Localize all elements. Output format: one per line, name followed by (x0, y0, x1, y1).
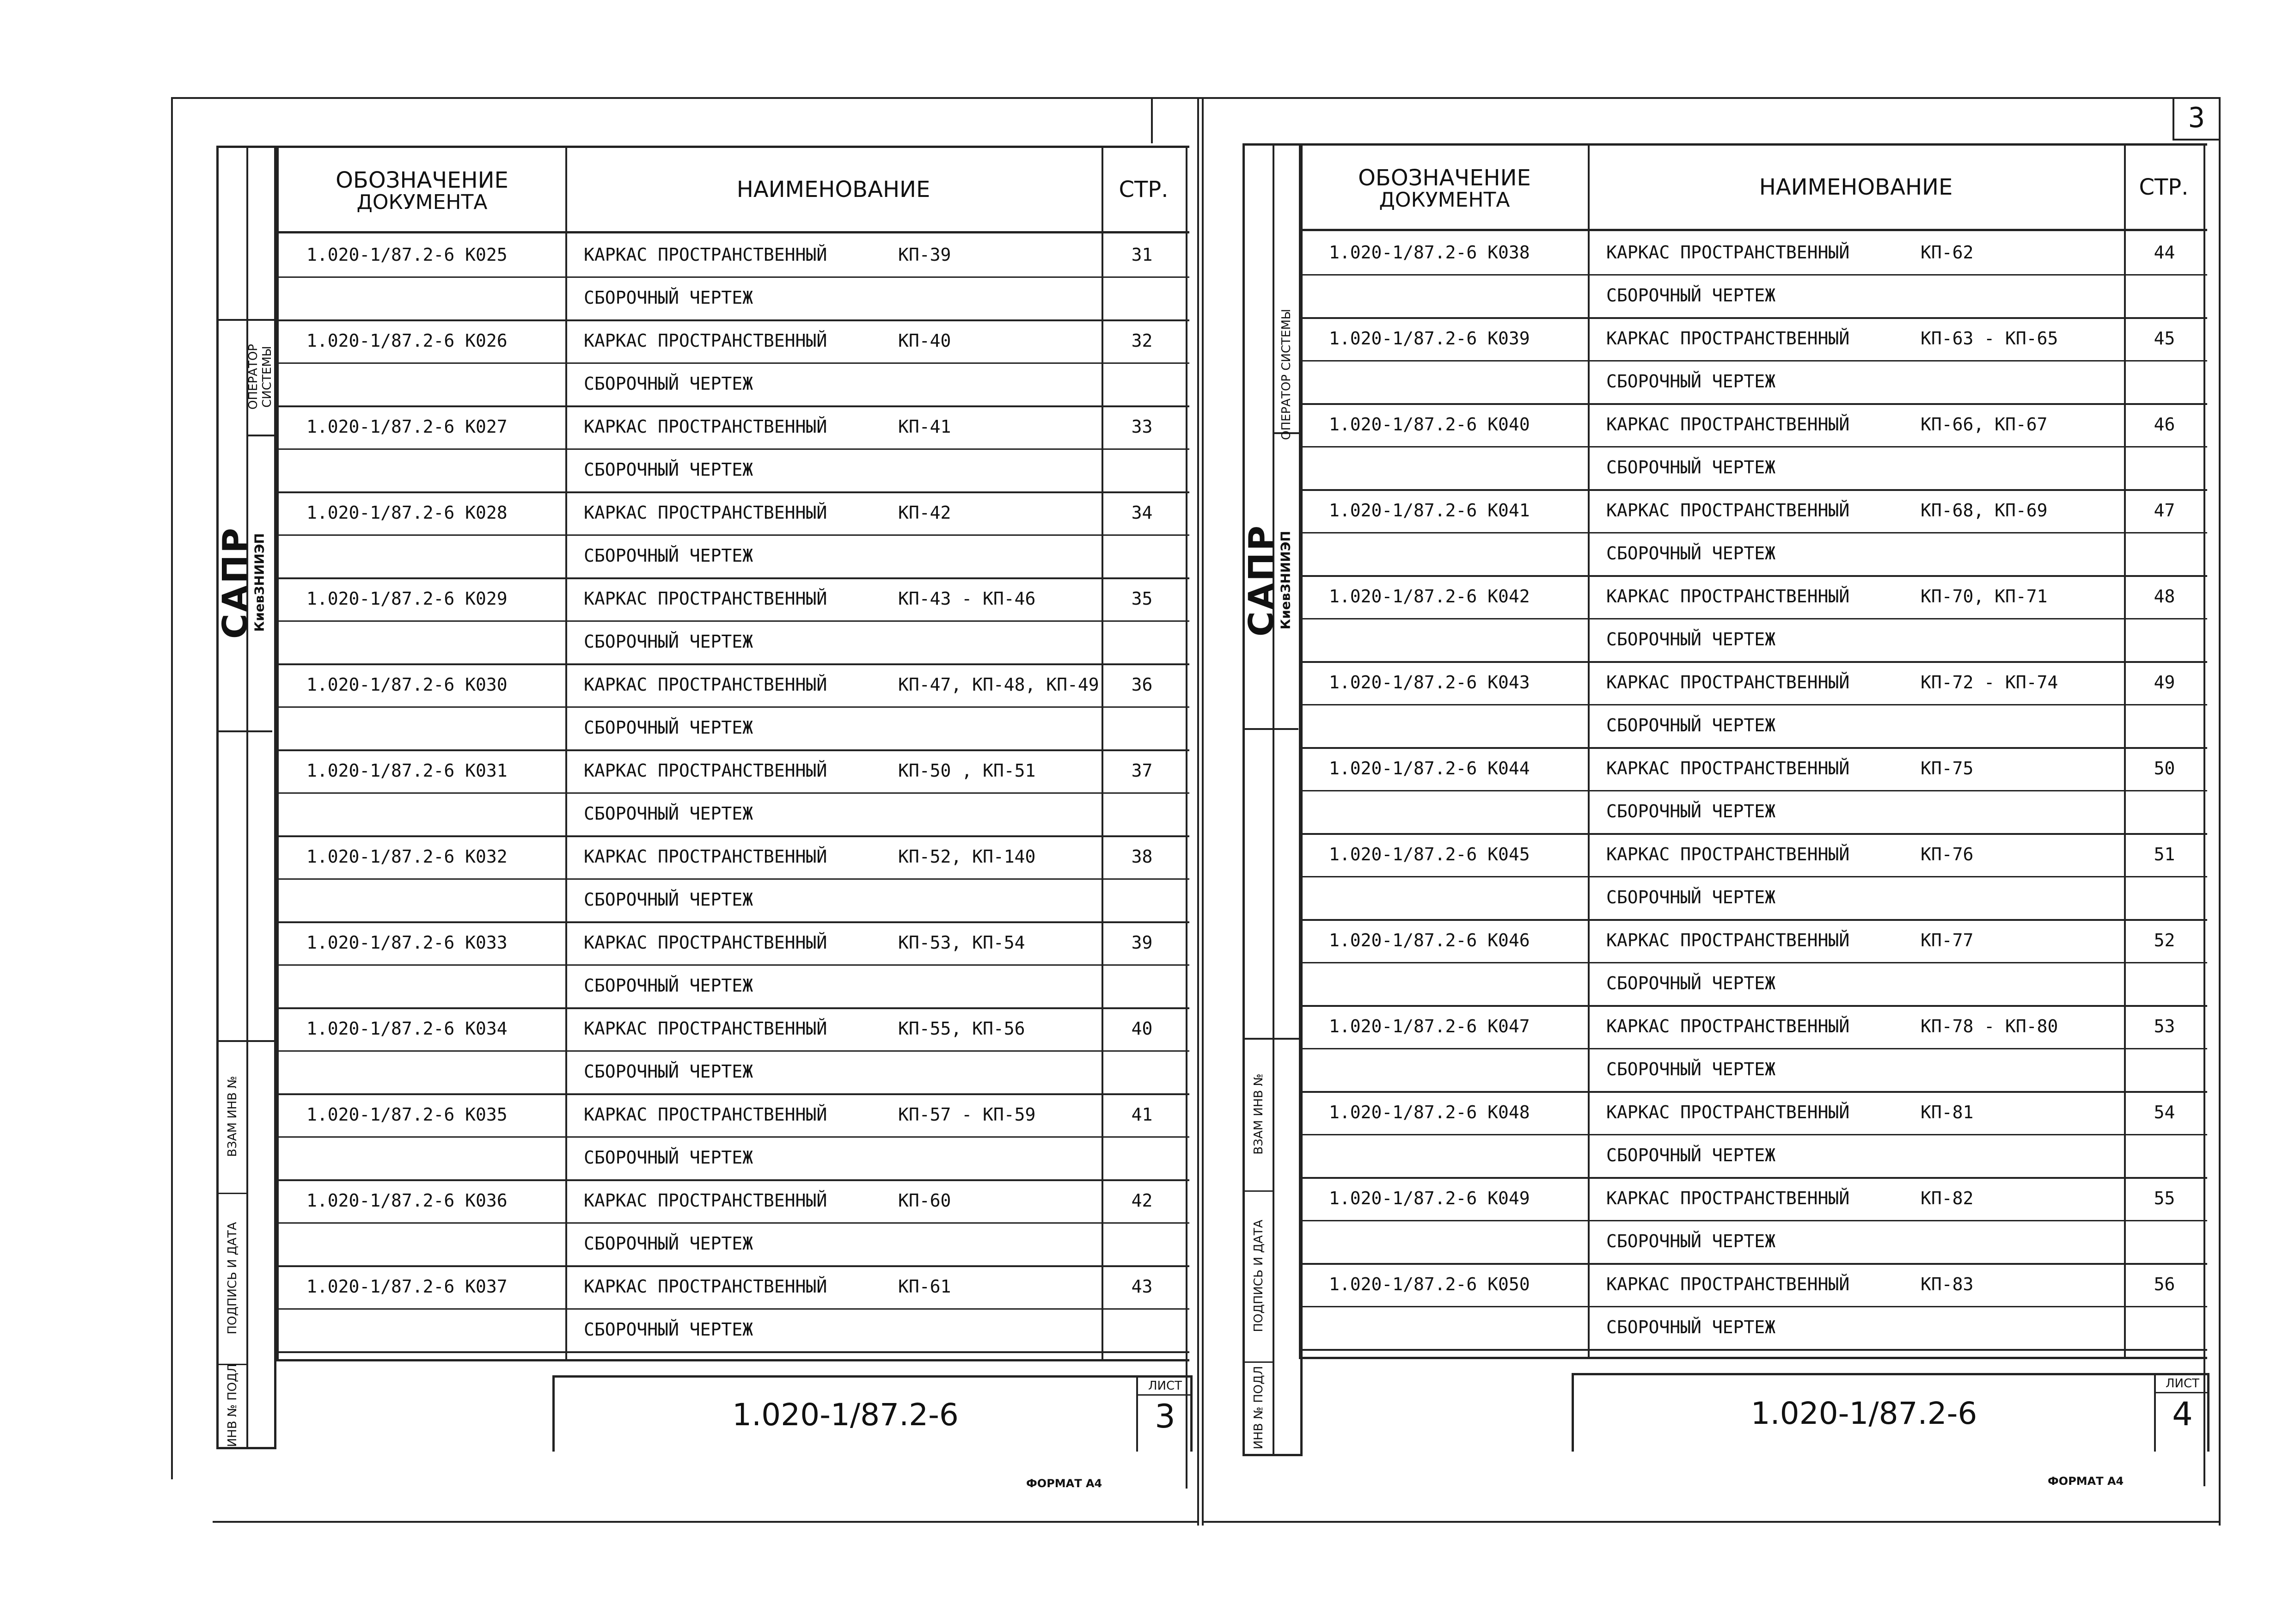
table-row (1301, 1091, 2207, 1177)
sapr-label: САПР (1242, 524, 1281, 637)
row-name: КАРКАС ПРОСТРАНСТВЕННЫЙ (1606, 242, 1850, 263)
row-main-line (1301, 661, 2207, 705)
frame-left-line (171, 97, 173, 1479)
title-block-sidebar (1242, 143, 1303, 1456)
row-page: 46 (2154, 414, 2175, 435)
frame-top-line (1202, 97, 2219, 99)
row-designation: 1.020-1/87.2-6 К026 (306, 331, 508, 351)
row-main-line (1301, 317, 2207, 362)
row-name: КАРКАС ПРОСТРАНСТВЕННЫЙ (1606, 414, 1850, 435)
table-row (279, 1007, 1189, 1093)
table-row (1301, 403, 2207, 489)
row-main-line (279, 921, 1189, 966)
row-sub-line (1301, 1306, 2207, 1351)
table-row (279, 1265, 1189, 1351)
table-row (279, 233, 1189, 319)
header-page (2124, 146, 2203, 229)
row-main-line (1301, 231, 2207, 276)
table-row (279, 1093, 1189, 1179)
row-name: КАРКАС ПРОСТРАНСТВЕННЫЙ (584, 674, 827, 695)
table-row (279, 749, 1189, 835)
title-block-sidebar (216, 146, 276, 1449)
row-name: КАРКАС ПРОСТРАНСТВЕННЫЙ (1606, 758, 1850, 778)
row-subtitle: СБОРОЧНЫЙ ЧЕРТЕЖ (584, 631, 753, 652)
row-subtitle: СБОРОЧНЫЙ ЧЕРТЕЖ (584, 545, 753, 566)
table-header (279, 148, 1189, 233)
sapr-cell (215, 435, 272, 732)
row-designation: 1.020-1/87.2-6 К040 (1329, 414, 1530, 435)
row-sub-line (1301, 360, 2207, 405)
row-designation: 1.020-1/87.2-6 К044 (1329, 758, 1530, 778)
header-page-label: СТР. (1119, 177, 1169, 202)
row-mark: КП-47, КП-48, КП-49 (898, 674, 1099, 695)
row-sub-line (1301, 790, 2207, 835)
header-designation-label: ОБОЗНАЧЕНИЕ (1358, 165, 1531, 191)
row-page: 32 (1131, 331, 1153, 351)
row-name: КАРКАС ПРОСТРАНСТВЕННЫЙ (584, 245, 827, 265)
row-page: 47 (2154, 500, 2175, 521)
row-designation: 1.020-1/87.2-6 К036 (306, 1190, 508, 1211)
row-sub-line (1301, 962, 2207, 1007)
title-stamp-right (1572, 1373, 2209, 1452)
row-subtitle: СБОРОЧНЫЙ ЧЕРТЕЖ (584, 1061, 753, 1082)
row-designation: 1.020-1/87.2-6 К035 (306, 1104, 508, 1125)
row-mark: КП-55, КП-56 (898, 1018, 1025, 1039)
row-main-line (1301, 919, 2207, 963)
approval-cell-1 (219, 1040, 246, 1194)
row-mark: КП-66, КП-67 (1921, 414, 2048, 435)
row-main-line (1301, 747, 2207, 791)
table-row (279, 319, 1189, 405)
row-mark: КП-39 (898, 245, 951, 265)
row-page: 43 (1131, 1276, 1153, 1297)
row-name: КАРКАС ПРОСТРАНСТВЕННЫЙ (1606, 844, 1850, 864)
row-subtitle: СБОРОЧНЫЙ ЧЕРТЕЖ (584, 288, 753, 308)
table-row (279, 921, 1189, 1007)
row-designation: 1.020-1/87.2-6 К025 (306, 245, 508, 265)
row-main-line (1301, 1177, 2207, 1221)
sheet-right (1202, 0, 2295, 1624)
header-designation (279, 148, 565, 231)
row-page: 39 (1131, 932, 1153, 953)
row-subtitle: СБОРОЧНЫЙ ЧЕРТЕЖ (584, 1147, 753, 1168)
header-page (1102, 148, 1186, 231)
row-subtitle: СБОРОЧНЫЙ ЧЕРТЕЖ (1606, 457, 1776, 478)
header-designation (1301, 146, 1588, 229)
row-designation: 1.020-1/87.2-6 К027 (306, 417, 508, 437)
document-code: 1.020-1/87.2-6 (732, 1397, 959, 1433)
row-mark: КП-41 (898, 417, 951, 437)
row-page: 55 (2154, 1188, 2175, 1208)
row-name: КАРКАС ПРОСТРАНСТВЕННЫЙ (1606, 1188, 1850, 1208)
row-mark: КП-78 - КП-80 (1921, 1016, 2058, 1036)
row-page: 51 (2154, 844, 2175, 864)
table-header (1301, 146, 2207, 231)
row-designation: 1.020-1/87.2-6 К032 (306, 846, 508, 867)
row-subtitle: СБОРОЧНЫЙ ЧЕРТЕЖ (1606, 285, 1776, 306)
row-sub-line (1301, 876, 2207, 921)
row-name: КАРКАС ПРОСТРАНСТВЕННЫЙ (1606, 500, 1850, 521)
row-designation: 1.020-1/87.2-6 К046 (1329, 930, 1530, 950)
row-subtitle: СБОРОЧНЫЙ ЧЕРТЕЖ (584, 1233, 753, 1254)
row-subtitle: СБОРОЧНЫЙ ЧЕРТЕЖ (1606, 1231, 1776, 1251)
row-name: КАРКАС ПРОСТРАНСТВЕННЫЙ (584, 417, 827, 437)
approval-label-3: ИНВ № ПОДЛ (1252, 1366, 1266, 1450)
row-page: 49 (2154, 672, 2175, 692)
table-row (1301, 919, 2207, 1005)
format-label: ФОРМАТ А4 (2048, 1475, 2124, 1488)
row-designation: 1.020-1/87.2-6 К048 (1329, 1102, 1530, 1122)
row-main-line (279, 405, 1189, 450)
table-row (1301, 833, 2207, 919)
row-main-line (279, 663, 1189, 708)
approval-cell-1 (1245, 1038, 1273, 1192)
row-page: 52 (2154, 930, 2175, 950)
row-page: 45 (2154, 328, 2175, 349)
table-row (1301, 489, 2207, 575)
table-row (279, 491, 1189, 577)
row-page: 44 (2154, 242, 2175, 263)
approval-cell-3 (219, 1364, 246, 1447)
row-mark: КП-82 (1921, 1188, 1974, 1208)
row-name: КАРКАС ПРОСТРАНСТВЕННЫЙ (584, 1190, 827, 1211)
header-designation-sub: ДОКУМЕНТА (1379, 188, 1510, 212)
row-designation: 1.020-1/87.2-6 К031 (306, 760, 508, 781)
row-name: КАРКАС ПРОСТРАНСТВЕННЫЙ (1606, 672, 1850, 692)
row-name: КАРКАС ПРОСТРАНСТВЕННЫЙ (1606, 586, 1850, 607)
row-subtitle: СБОРОЧНЫЙ ЧЕРТЕЖ (584, 460, 753, 480)
row-main-line (279, 577, 1189, 622)
row-sub-line (279, 620, 1189, 665)
row-sub-line (1301, 274, 2207, 319)
sapr-label: САПР (215, 526, 255, 639)
row-mark: КП-72 - КП-74 (1921, 672, 2058, 692)
row-main-line (279, 1007, 1189, 1052)
row-designation: 1.020-1/87.2-6 К038 (1329, 242, 1530, 263)
row-designation: 1.020-1/87.2-6 К041 (1329, 500, 1530, 521)
frame-top-line (171, 97, 1202, 99)
row-page: 41 (1131, 1104, 1153, 1125)
row-sub-line (1301, 446, 2207, 491)
row-mark: КП-83 (1921, 1274, 1974, 1294)
row-sub-line (279, 448, 1189, 493)
frame-bottom-line (1202, 1521, 2221, 1523)
row-page: 54 (2154, 1102, 2175, 1122)
row-mark: КП-68, КП-69 (1921, 500, 2048, 521)
row-mark: КП-50 , КП-51 (898, 760, 1036, 781)
header-name-label: НАИМЕНОВАНИЕ (1759, 174, 1953, 200)
table-row (1301, 1005, 2207, 1091)
row-main-line (279, 1265, 1189, 1310)
row-main-line (1301, 1091, 2207, 1135)
row-name: КАРКАС ПРОСТРАНСТВЕННЫЙ (584, 1276, 827, 1297)
row-designation: 1.020-1/87.2-6 К045 (1329, 844, 1530, 864)
approval-cell-2 (1245, 1190, 1273, 1363)
row-designation: 1.020-1/87.2-6 К029 (306, 588, 508, 609)
header-designation-label: ОБОЗНАЧЕНИЕ (336, 167, 508, 193)
row-subtitle: СБОРОЧНЫЙ ЧЕРТЕЖ (1606, 1059, 1776, 1079)
operator-cell (246, 319, 274, 436)
row-name: КАРКАС ПРОСТРАНСТВЕННЫЙ (584, 1104, 827, 1125)
row-page: 38 (1131, 846, 1153, 867)
row-subtitle: СБОРОЧНЫЙ ЧЕРТЕЖ (1606, 973, 1776, 993)
sidebar-top-blank (219, 148, 274, 321)
row-designation: 1.020-1/87.2-6 К043 (1329, 672, 1530, 692)
row-mark: КП-75 (1921, 758, 1974, 778)
row-page: 31 (1131, 245, 1153, 265)
row-mark: КП-52, КП-140 (898, 846, 1036, 867)
row-page: 35 (1131, 588, 1153, 609)
approval-label-3: ИНВ № ПОДЛ (226, 1363, 239, 1447)
row-designation: 1.020-1/87.2-6 К039 (1329, 328, 1530, 349)
row-name: КАРКАС ПРОСТРАНСТВЕННЫЙ (584, 846, 827, 867)
sapr-sub-label: КиевЗНИИЭП (1278, 531, 1293, 630)
row-mark: КП-53, КП-54 (898, 932, 1025, 953)
header-designation-sub: ДОКУМЕНТА (356, 190, 488, 214)
sheet-number: 4 (2172, 1395, 2193, 1433)
table-row (1301, 747, 2207, 833)
row-page: 42 (1131, 1190, 1153, 1211)
row-mark: КП-60 (898, 1190, 951, 1211)
row-name: КАРКАС ПРОСТРАНСТВЕННЫЙ (1606, 1016, 1850, 1036)
row-main-line (279, 749, 1189, 794)
row-subtitle: СБОРОЧНЫЙ ЧЕРТЕЖ (584, 889, 753, 910)
row-subtitle: СБОРОЧНЫЙ ЧЕРТЕЖ (584, 803, 753, 824)
row-main-line (1301, 1263, 2207, 1307)
row-page: 53 (2154, 1016, 2175, 1036)
row-designation: 1.020-1/87.2-6 К047 (1329, 1016, 1530, 1036)
row-main-line (1301, 833, 2207, 877)
sheet-label: ЛИСТ (1138, 1378, 1192, 1396)
row-subtitle: СБОРОЧНЫЙ ЧЕРТЕЖ (1606, 1317, 1776, 1337)
row-designation: 1.020-1/87.2-6 К028 (306, 503, 508, 523)
row-mark: КП-81 (1921, 1102, 1974, 1122)
row-sub-line (279, 276, 1189, 321)
row-page: 36 (1131, 674, 1153, 695)
row-main-line (1301, 1005, 2207, 1049)
table-row (279, 405, 1189, 491)
row-subtitle: СБОРОЧНЫЙ ЧЕРТЕЖ (1606, 629, 1776, 650)
row-main-line (1301, 575, 2207, 619)
approval-label-1: ВЗАМ ИНВ № (226, 1076, 239, 1157)
row-name: КАРКАС ПРОСТРАНСТВЕННЫЙ (1606, 328, 1850, 349)
row-sub-line (1301, 1134, 2207, 1179)
row-designation: 1.020-1/87.2-6 К037 (306, 1276, 508, 1297)
operator-label: ОПЕРАТОР СИСТЕМЫ (246, 344, 274, 410)
row-name: КАРКАС ПРОСТРАНСТВЕННЫЙ (584, 503, 827, 523)
approval-cell-3 (1245, 1361, 1273, 1454)
contents-table-right (1299, 143, 2207, 1359)
row-sub-line (1301, 532, 2207, 577)
row-subtitle: СБОРОЧНЫЙ ЧЕРТЕЖ (1606, 715, 1776, 735)
row-subtitle: СБОРОЧНЫЙ ЧЕРТЕЖ (1606, 887, 1776, 907)
frame-left-line (1202, 97, 1204, 1526)
row-mark: КП-43 - КП-46 (898, 588, 1036, 609)
row-designation: 1.020-1/87.2-6 К049 (1329, 1188, 1530, 1208)
table-row (279, 577, 1189, 663)
row-sub-line (1301, 1220, 2207, 1265)
row-sub-line (1301, 618, 2207, 663)
table-row (1301, 231, 2207, 317)
row-name: КАРКАС ПРОСТРАНСТВЕННЫЙ (584, 588, 827, 609)
row-main-line (1301, 403, 2207, 447)
approval-label-2: ПОДПИСЬ И ДАТА (226, 1222, 239, 1335)
row-sub-line (279, 362, 1189, 407)
header-page-label: СТР. (2139, 174, 2189, 200)
table-row (279, 663, 1189, 749)
row-mark: КП-63 - КП-65 (1921, 328, 2058, 349)
row-sub-line (279, 534, 1189, 579)
title-stamp-left (552, 1375, 1193, 1452)
row-page: 34 (1131, 503, 1153, 523)
row-name: КАРКАС ПРОСТРАНСТВЕННЫЙ (1606, 1102, 1850, 1122)
table-row (279, 835, 1189, 921)
row-subtitle: СБОРОЧНЫЙ ЧЕРТЕЖ (584, 1319, 753, 1340)
corner-page-number: 3 (2173, 97, 2219, 141)
frame-right-line (2219, 97, 2221, 1526)
row-sub-line (279, 1050, 1189, 1095)
approval-cell-2 (219, 1193, 246, 1365)
row-designation: 1.020-1/87.2-6 К042 (1329, 586, 1530, 607)
row-page: 50 (2154, 758, 2175, 778)
approval-label-1: ВЗАМ ИНВ № (1252, 1073, 1266, 1155)
row-mark: КП-61 (898, 1276, 951, 1297)
row-mark: КП-76 (1921, 844, 1974, 864)
row-subtitle: СБОРОЧНЫЙ ЧЕРТЕЖ (1606, 371, 1776, 392)
row-mark: КП-42 (898, 503, 951, 523)
table-row (1301, 1263, 2207, 1349)
sheet-number: 3 (1155, 1397, 1175, 1435)
table-row (1301, 575, 2207, 661)
row-sub-line (279, 1308, 1189, 1353)
row-subtitle: СБОРОЧНЫЙ ЧЕРТЕЖ (1606, 543, 1776, 564)
header-name-label: НАИМЕНОВАНИЕ (736, 177, 930, 202)
frame-right-line (1197, 97, 1199, 1526)
row-mark: КП-57 - КП-59 (898, 1104, 1036, 1125)
row-mark: КП-70, КП-71 (1921, 586, 2048, 607)
row-subtitle: СБОРОЧНЫЙ ЧЕРТЕЖ (584, 975, 753, 996)
document-code: 1.020-1/87.2-6 (1750, 1396, 1977, 1431)
row-page: 48 (2154, 586, 2175, 607)
sheet-number-box (2154, 1375, 2209, 1452)
row-sub-line (279, 706, 1189, 751)
sheet-label: ЛИСТ (2156, 1375, 2209, 1393)
table-row (1301, 661, 2207, 747)
row-mark: КП-77 (1921, 930, 1974, 950)
row-page: 33 (1131, 417, 1153, 437)
row-name: КАРКАС ПРОСТРАНСТВЕННЫЙ (584, 932, 827, 953)
row-name: КАРКАС ПРОСТРАНСТВЕННЫЙ (1606, 1274, 1850, 1294)
row-name: КАРКАС ПРОСТРАНСТВЕННЫЙ (584, 760, 827, 781)
row-mark: КП-40 (898, 331, 951, 351)
row-sub-line (279, 792, 1189, 837)
frame-bottom-line (213, 1521, 1199, 1523)
approval-label-2: ПОДПИСЬ И ДАТА (1252, 1220, 1266, 1332)
table-row (279, 1179, 1189, 1265)
sapr-sub-label: КиевЗНИИЭП (251, 533, 267, 632)
approval-top-line (219, 1040, 274, 1042)
row-designation: 1.020-1/87.2-6 К050 (1329, 1274, 1530, 1294)
row-sub-line (1301, 1048, 2207, 1093)
row-main-line (279, 491, 1189, 536)
sheet-number-box (1136, 1378, 1192, 1452)
header-name (1588, 146, 2124, 229)
row-sub-line (279, 1136, 1189, 1181)
row-main-line (1301, 489, 2207, 533)
sapr-cell (1242, 432, 1298, 730)
header-name (565, 148, 1102, 231)
row-main-line (279, 1093, 1189, 1138)
row-name: КАРКАС ПРОСТРАНСТВЕННЫЙ (584, 331, 827, 351)
row-name: КАРКАС ПРОСТРАНСТВЕННЫЙ (1606, 930, 1850, 950)
row-subtitle: СБОРОЧНЫЙ ЧЕРТЕЖ (1606, 1145, 1776, 1165)
row-page: 40 (1131, 1018, 1153, 1039)
operator-label: ОПЕРАТОР СИСТЕМЫ (1279, 309, 1293, 440)
row-sub-line (279, 964, 1189, 1009)
row-main-line (279, 835, 1189, 880)
row-sub-line (279, 1222, 1189, 1267)
table-row (1301, 317, 2207, 403)
row-designation: 1.020-1/87.2-6 К030 (306, 674, 508, 695)
row-sub-line (1301, 704, 2207, 749)
operator-cell (1273, 309, 1300, 440)
contents-table-left (276, 146, 1189, 1361)
row-page: 37 (1131, 760, 1153, 781)
format-label: ФОРМАТ А4 (1026, 1477, 1102, 1490)
row-page: 56 (2154, 1274, 2175, 1294)
frame-corner-line (1151, 97, 1153, 143)
row-mark: КП-62 (1921, 242, 1974, 263)
table-row (1301, 1177, 2207, 1263)
row-subtitle: СБОРОЧНЫЙ ЧЕРТЕЖ (584, 717, 753, 738)
row-designation: 1.020-1/87.2-6 К033 (306, 932, 508, 953)
row-main-line (279, 1179, 1189, 1224)
row-subtitle: СБОРОЧНЫЙ ЧЕРТЕЖ (584, 374, 753, 394)
row-sub-line (279, 878, 1189, 923)
row-designation: 1.020-1/87.2-6 К034 (306, 1018, 508, 1039)
row-main-line (279, 319, 1189, 364)
row-main-line (279, 233, 1189, 278)
row-name: КАРКАС ПРОСТРАНСТВЕННЫЙ (584, 1018, 827, 1039)
row-subtitle: СБОРОЧНЫЙ ЧЕРТЕЖ (1606, 801, 1776, 821)
